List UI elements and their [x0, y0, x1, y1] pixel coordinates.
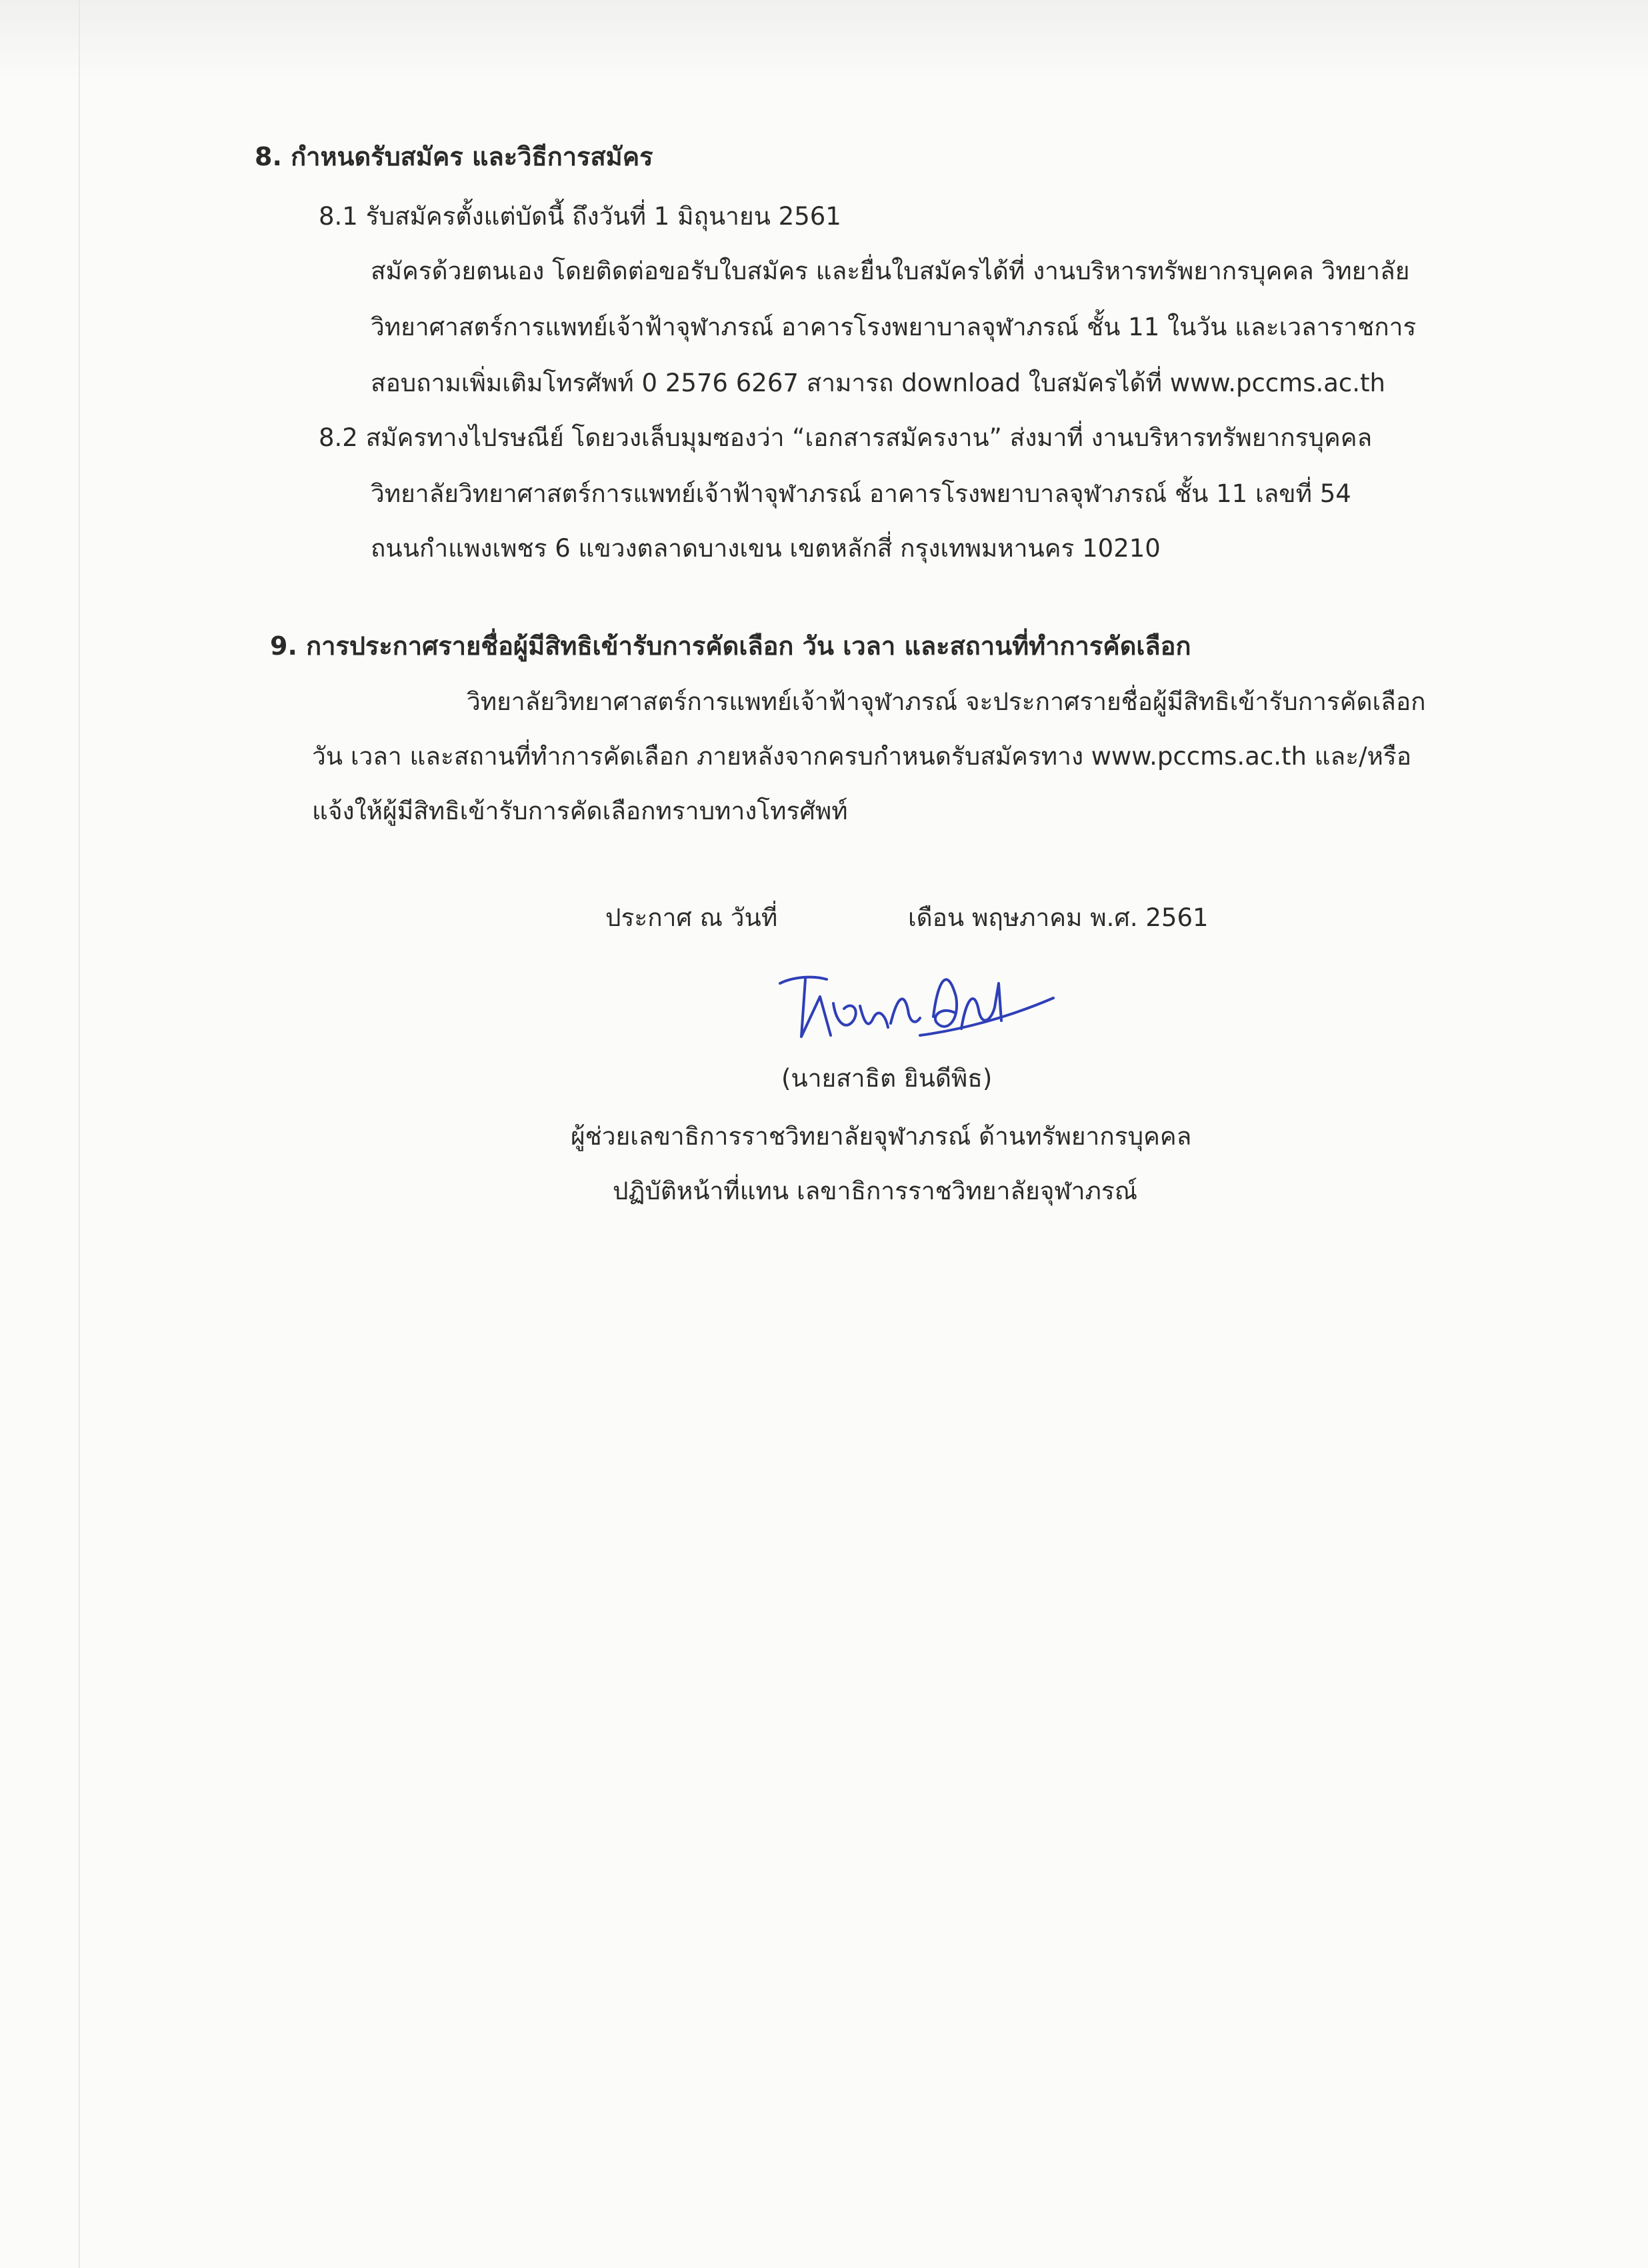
section-8-heading: 8. กำหนดรับสมัคร และวิธีการสมัคร [255, 142, 653, 171]
signatory-position-2: ปฏิบัติหน้าที่แทน เลขาธิการราชวิทยาลัยจุฬาภรณ์ [613, 1177, 1138, 1205]
section-8-2-line-1: วิทยาลัยวิทยาศาสตร์การแพทย์เจ้าฟ้าจุฬาภรณ์ อาคารโรงพยาบาลจุฬาภรณ์ ชั้น 11 เลขที่ 54 [371, 479, 1351, 508]
section-9-heading: 9. การประกาศรายชื่อผู้มีสิทธิเข้ารับการคัดเลือก วัน เวลา และสถานที่ทำการคัดเลือก [270, 631, 1191, 661]
signatory-name: (นายสาธิต ยินดีพิธ) [781, 1064, 993, 1093]
scan-left-edge [79, 0, 80, 2268]
section-8-2-title: 8.2 สมัครทางไปรษณีย์ โดยวงเล็บมุมซองว่า “เอกสารสมัครงาน” ส่งมาที่ งานบริหารทรัพยากรบุคคล [319, 423, 1373, 452]
signature-image [767, 957, 1060, 1050]
announcement-date-prefix: ประกาศ ณ วันที่ [605, 903, 778, 932]
section-9-line-3: แจ้งให้ผู้มีสิทธิเข้ารับการคัดเลือกทราบทางโทรศัพท์ [312, 797, 848, 825]
section-8-1-line-3: สอบถามเพิ่มเติมโทรศัพท์ 0 2576 6267 สามารถ download ใบสมัครได้ที่ www.pccms.ac.th [371, 369, 1385, 397]
signatory-position-1: ผู้ช่วยเลขาธิการราชวิทยาลัยจุฬาภรณ์ ด้านทรัพยากรบุคคล [571, 1122, 1192, 1151]
section-9-line-2: วัน เวลา และสถานที่ทำการคัดเลือก ภายหลังจากครบกำหนดรับสมัครทาง www.pccms.ac.th และ/หรือ [312, 742, 1412, 771]
section-8-1-title: 8.1 รับสมัครตั้งแต่บัดนี้ ถึงวันที่ 1 มิถุนายน 2561 [319, 202, 841, 231]
announcement-date-suffix: เดือน พฤษภาคม พ.ศ. 2561 [908, 903, 1209, 932]
section-8-1-line-2: วิทยาศาสตร์การแพทย์เจ้าฟ้าจุฬาภรณ์ อาคารโรงพยาบาลจุฬาภรณ์ ชั้น 11 ในวัน และเวลาราชการ [371, 313, 1417, 341]
section-9-line-1: วิทยาลัยวิทยาศาสตร์การแพทย์เจ้าฟ้าจุฬาภรณ์ จะประกาศรายชื่อผู้มีสิทธิเข้ารับการคัดเลือก [467, 687, 1426, 716]
scan-top-shadow [0, 0, 1648, 80]
section-8-2-line-2: ถนนกำแพงเพชร 6 แขวงตลาดบางเขน เขตหลักสี่ กรุงเทพมหานคร 10210 [371, 534, 1161, 563]
section-8-1-line-1: สมัครด้วยตนเอง โดยติดต่อขอรับใบสมัคร และยื่นใบสมัครได้ที่ งานบริหารทรัพยากรบุคคล วิทยาลัย [371, 257, 1410, 285]
